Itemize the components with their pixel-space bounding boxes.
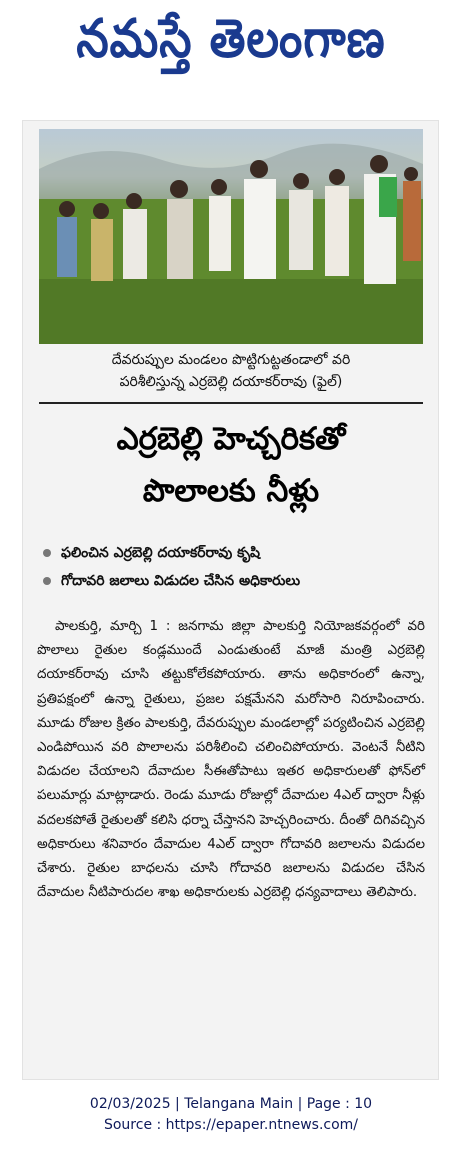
article-body: పాలకుర్తి, మార్చి 1 : జనగామ జిల్లా పాలకుర్తి నియోజకవర్గంలో వరి పొలాలు రైతుల కండ్లముందే ఎండుతుంటే మాజీ మంత్రి ఎర్రబెల్లి దయాకర్‌రావు చూసి తట్టుకోలేకపోయారు. తాను అధికారంలో ఉన్నా, ప్రతిపక్షంలో ఉన్నా రైతులు, ప్రజల పక్షమేనని మరోసారి నిరూపించారు. మూడు రోజుల క్రితం పాలకుర్తి, దేవరుప్పుల మండలాల్లో పర్యటించిన ఎర్రబెల్లి ఎండిపోయిన వరి పొలాలను పరిశీలించి చలించిపోయారు. వెంటనే నీటిని విడుదల చేయాలని దేవాదుల సీఈతోపాటు ఇతర అధికారులతో ఫోన్‌లో పలుమార్లు మాట్లాడారు. రెండు మూడు రోజుల్లో దేవాదుల 4ఎల్ ద్వారా నీళ్లు వదలకపోతే రైతులతో కలిసి ధర్నా చేస్తానని హెచ్చరించారు. దీంతో దిగివచ్చిన అధికారులు శనివారం దేవాదుల 4ఎల్ ద్వారా గోదావరి జలాలను విడుదల చేశారు. రైతుల బాధలను చూసి గోదావరి జలాలను విడుదల చేసిన దేవాదుల నీటిపారుదల శాఖ అధికారులకు ఎర్రబెల్లి ధన్యవాదాలు తెలిపారు. [37,619,425,901]
headline [39,413,423,517]
headline-line: ఎర్రబెల్లి హెచ్చరికతో [116,421,346,457]
divider [39,402,423,404]
news-clipping [22,120,439,1080]
caption-line: పరిశీలిస్తున్న ఎర్రబెల్లి దయాకర్‌రావు (ఫైల్) [119,374,343,390]
footer [0,1094,462,1136]
highlight-bullets [43,539,423,595]
bullet-item [43,539,423,567]
masthead-title: నమస్తే తెలంగాణ [76,7,386,70]
bullet-item [43,567,423,595]
bullet-icon [43,549,51,557]
headline-line: పొలాలకు నీళ్లు [142,473,320,509]
bullet-text: గోదావరి జలాలు విడుదల చేసిన అధికారులు [61,573,301,589]
footer-source[interactable]: Source : https://epaper.ntnews.com/ [103,1117,359,1133]
masthead [0,4,462,86]
photo-caption [39,349,423,393]
news-photo [39,129,423,344]
bullet-text: ఫలించిన ఎర్రబెల్లి దయాకర్‌రావు కృషి [61,545,261,561]
photo-icon [39,129,423,344]
bullet-icon [43,577,51,585]
caption-line: దేవరుప్పుల మండలం పొట్టిగుట్టతండాలో వరి [111,352,351,368]
footer-date-edition: 02/03/2025 | Telangana Main | Page : 10 [89,1096,373,1112]
